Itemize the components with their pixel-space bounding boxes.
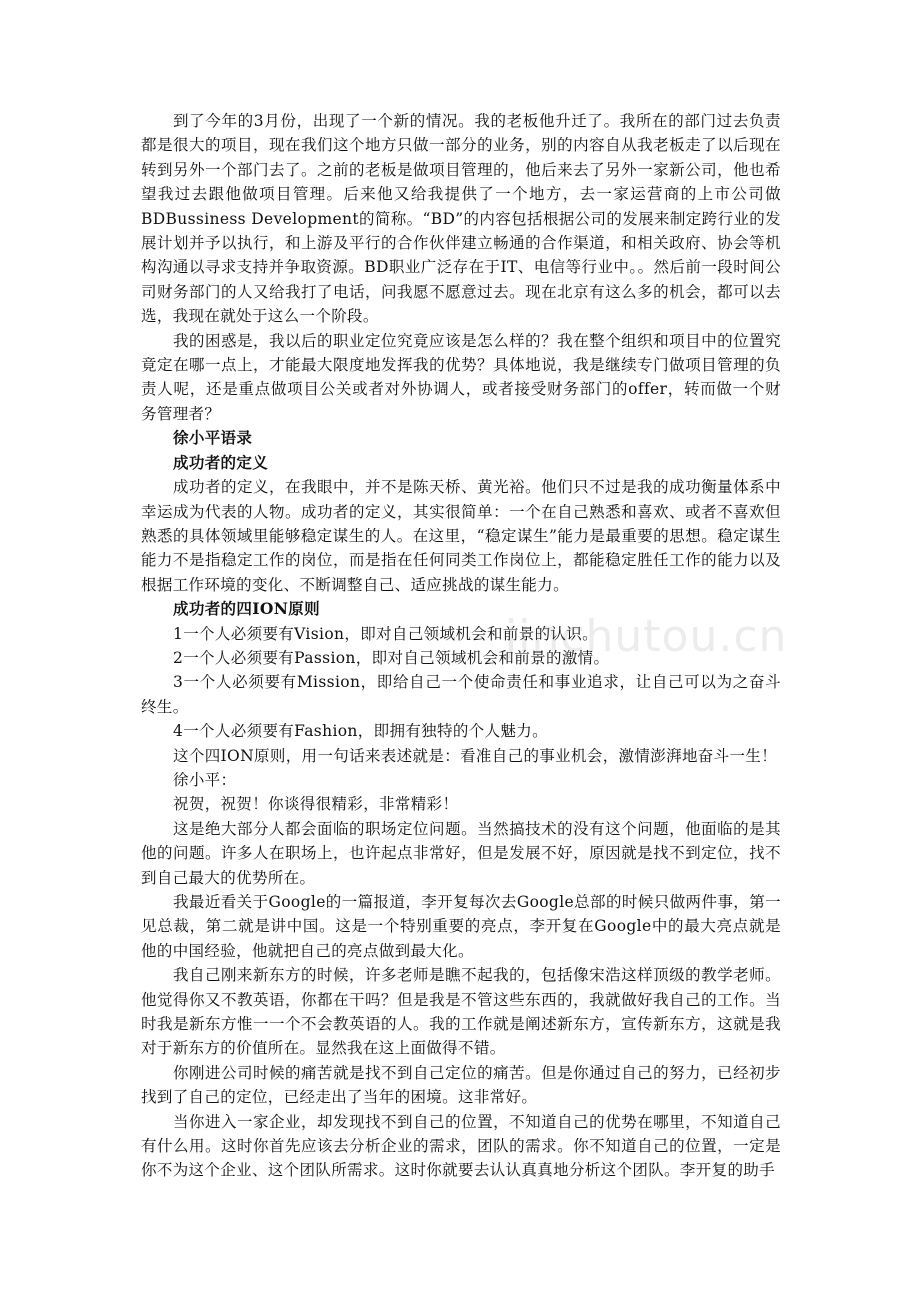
section-heading: 成功者的定义: [173, 452, 269, 472]
section-heading: 徐小平语录: [173, 428, 253, 448]
list-item: 1一个人必须要有Vision，即对自己领域机会和前景的认识。: [173, 624, 598, 643]
paragraph: 这是绝大部分人都会面临的职场定位问题。当然搞技术的没有这个问题，他面临的是其他的问题。许多人在职场上，也许起点非常好，但是发展不好，原因就是找不到定位，找不到自己最大的优势所在。: [141, 819, 781, 887]
paragraph: 祝贺，祝贺！你谈得很精彩，非常精彩！: [173, 795, 459, 814]
list-item: 4一个人必须要有Fashion，即拥有独特的个人魅力。: [173, 722, 548, 741]
paragraph: 到了今年的3月份，出现了一个新的情况。我的老板他升迁了。我所在的部门过去负责都是很大的项目，现在我们这个地方只做一部分的业务，别的内容自从我老板走了以后现在转到另外一个部门去了。之前的老板是做项目管理的，他后来去了另外一家新公司，他也希望我过去跟他做项目管理。后来他又给我提供了一个地方，去一家运营商的上市公司做BDBussiness Development的简称。“BD”的内容包括根据公司的发展来制定跨行业的发展计划并予以执行，和上游及平行的合作伙伴建立畅通的合作渠道，和相关政府、协会等机构沟通以寻求支持并争取资源。BD职业广泛存在于IT、电信等行业中。。然后前一段时间公司财务部门的人又给我打了电话，问我愿不愿意过去。现在北京有这么多的机会，都可以去选，我现在就处于这么一个阶段。: [141, 112, 781, 326]
list-item: 3一个人必须要有Mission，即给自己一个使命责任和事业追求，让自己可以为之奋斗终生。: [141, 673, 781, 716]
watermark: jinchutou.cn: [505, 611, 788, 662]
document-body: [141, 109, 788, 1183]
paragraph: 你刚进公司时候的痛苦就是找不到自己定位的痛苦。但是你通过自己的努力，已经初步找到了自己的定位，已经走出了当年的困境。这非常好。: [141, 1063, 781, 1107]
paragraph: 成功者的定义，在我眼中，并不是陈天桥、黄光裕。他们只不过是我的成功衡量体系中幸运成为代表的人物。成功者的定义，其实很简单：一个在自己熟悉和喜欢、或者不喜欢但熟悉的具体领域里能够稳定谋生的人。在这里，“稳定谋生”能力是最重要的思想。稳定谋生能力不是指稳定工作的岗位，而是指在任何同类工作岗位上，都能稳定胜任工作的能力以及根据工作环境的变化、不断调整自己、适应挑战的谋生能力。: [141, 478, 781, 594]
list-item: 2一个人必须要有Passion，即对自己领域机会和前景的激情。: [173, 648, 610, 667]
speaker-label: 徐小平：: [173, 770, 237, 789]
paragraph: 这个四ION原则，用一句话来表述就是：看准自己的事业机会，激情澎湃地奋斗一生！: [173, 746, 778, 765]
section-heading: 成功者的四ION原则: [173, 599, 320, 619]
paragraph: 我的困惑是，我以后的职业定位究竟应该是怎么样的？我在整个组织和项目中的位置究竟定在哪一点上，才能最大限度地发挥我的优势？具体地说，我是继续专门做项目管理的负责人呢，还是重点做项目公关或者对外协调人，或者接受财务部门的offer，转而做一个财务管理者？: [141, 331, 781, 423]
paragraph: 当你进入一家企业，却发现找不到自己的位置，不知道自己的优势在哪里，不知道自己有什么用。这时你首先应该去分析企业的需求，团队的需求。你不知道自己的位置，一定是你不为这个企业、这个团队所需求。这时你就要去认认真真地分析这个团队。李开复的助手: [141, 1112, 781, 1180]
paragraph: 我自己刚来新东方的时候，许多老师是瞧不起我的，包括像宋浩这样顶级的教学老师。他觉得你又不教英语，你都在干吗？但是我是不管这些东西的，我就做好我自己的工作。当时我是新东方惟一一个不会教英语的人。我的工作就是阐述新东方，宣传新东方，这就是我对于新东方的价值所在。显然我在这上面做得不错。: [141, 966, 781, 1058]
paragraph: 我最近看关于Google的一篇报道，李开复每次去Google总部的时候只做两件事，第一见总裁，第二就是讲中国。这是一个特别重要的亮点，李开复在Google中的最大亮点就是他的中国经验，他就把自己的亮点做到最大化。: [141, 893, 781, 960]
